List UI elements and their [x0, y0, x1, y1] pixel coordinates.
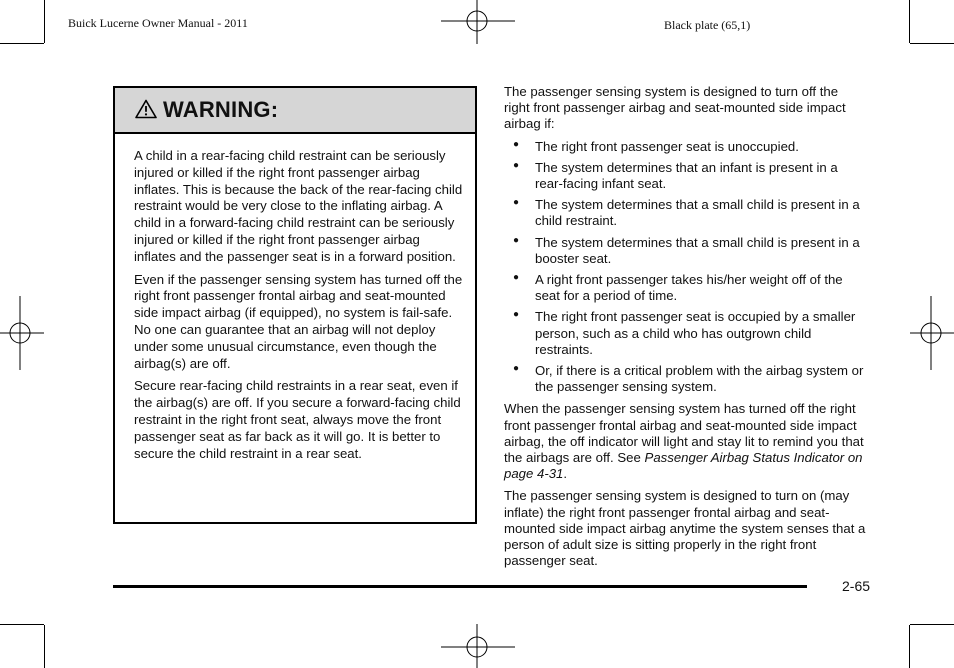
crop-mark: [909, 0, 910, 43]
bullet-icon: ●: [513, 272, 520, 284]
warning-paragraph: Even if the passenger sensing system has turned off the right front passenger frontal airbag and seat-mounted side impact airbag (if equipped), no system is fail-safe. No one can guarantee that an airbag will not deploy under some unusual circumstance, even though the airbag(s) are off.: [134, 271, 463, 371]
bullet-icon: ●: [513, 138, 520, 150]
warning-header: [115, 88, 475, 134]
bullet-icon: ●: [513, 309, 520, 321]
bullet-icon: ●: [513, 363, 520, 375]
list-item-text: The right front passenger seat is unoccupied.: [535, 138, 799, 154]
cross-reference-link[interactable]: Passenger Airbag Status Indicator on page 4-31: [504, 450, 863, 482]
registration-mark-icon: [910, 296, 954, 370]
crop-mark: [910, 43, 954, 44]
bullet-icon: ●: [513, 234, 520, 246]
bullet-icon: ●: [513, 159, 520, 171]
list-item-text: The right front passenger seat is occupied by a smaller person, such as a child who has outgrown child restraints.: [535, 309, 856, 357]
warning-paragraph: A child in a rear-facing child restraint can be seriously injured or killed if the right front passenger airbag inflates. This is because the back of the rear-facing child restraint would be very close to the inflating airbag. A child in a forward-facing child restraint can be seriously injured or killed if the right front passenger airbag inflates and the passenger seat is in a forward position.: [134, 148, 463, 264]
list-item: [504, 235, 866, 267]
crop-mark: [0, 43, 44, 44]
list-item: [504, 197, 866, 229]
registration-mark-icon: [0, 296, 44, 370]
warning-triangle-icon: [135, 99, 157, 119]
list-item-text: The system determines that an infant is present in a rear-facing infant seat.: [535, 159, 838, 192]
crop-mark: [44, 0, 45, 43]
warning-box: [113, 86, 477, 524]
crop-mark: [909, 625, 910, 668]
registration-mark-icon: [441, 0, 515, 44]
page-number: 2-65: [842, 578, 871, 594]
bullet-icon: ●: [513, 197, 520, 209]
indicator-text: When the passenger sensing system has turned off the right front passenger frontal airbag and seat-mounted side impact airbag, the off indicator will light and stay lit to remind you that the airbags are off. See: [504, 401, 864, 466]
main-text-column: [504, 84, 866, 575]
header-right: Black plate (65,1): [664, 18, 751, 32]
footer-rule: [113, 585, 807, 588]
indicator-paragraph: [504, 401, 866, 482]
list-item-text: The system determines that a small child is present in a booster seat.: [535, 234, 860, 266]
intro-paragraph: The passenger sensing system is designed to turn off the right front passenger airbag and seat-mounted side impact airbag if:: [504, 84, 846, 132]
list-item: [504, 309, 866, 358]
indicator-text-end: .: [563, 466, 568, 482]
list-item-text: Or, if there is a critical problem with the airbag system or the passenger sensing system.: [535, 363, 864, 395]
list-item: [504, 139, 866, 155]
list-item: [504, 363, 866, 395]
turn-on-paragraph: The passenger sensing system is designed to turn on (may inflate) the right front passenger frontal airbag and seat-mounted side impact airbag anytime the system senses that a person of adult size is sitting properly in the right front passenger seat.: [504, 488, 866, 569]
header-left: Buick Lucerne Owner Manual - 2011: [68, 16, 248, 30]
crop-mark: [0, 624, 44, 625]
warning-body: [134, 148, 464, 468]
warning-paragraph: Secure rear-facing child restraints in a rear seat, even if the airbag(s) are off. If you secure a forward-facing child restraint in the right front seat, always move the front passenger seat as far back as it will go. It is better to secure the child restraint in a rear seat.: [134, 378, 461, 461]
list-item: [504, 160, 866, 192]
list-item-text: The system determines that a small child is present in a child restraint.: [535, 197, 860, 229]
list-item: [504, 272, 866, 304]
crop-mark: [44, 625, 45, 668]
list-item-text: A right front passenger takes his/her weight off of the seat for a period of time.: [535, 272, 843, 304]
condition-list: [504, 139, 866, 396]
registration-mark-icon: [441, 624, 515, 668]
crop-mark: [910, 624, 954, 625]
warning-title: WARNING:: [163, 97, 279, 122]
